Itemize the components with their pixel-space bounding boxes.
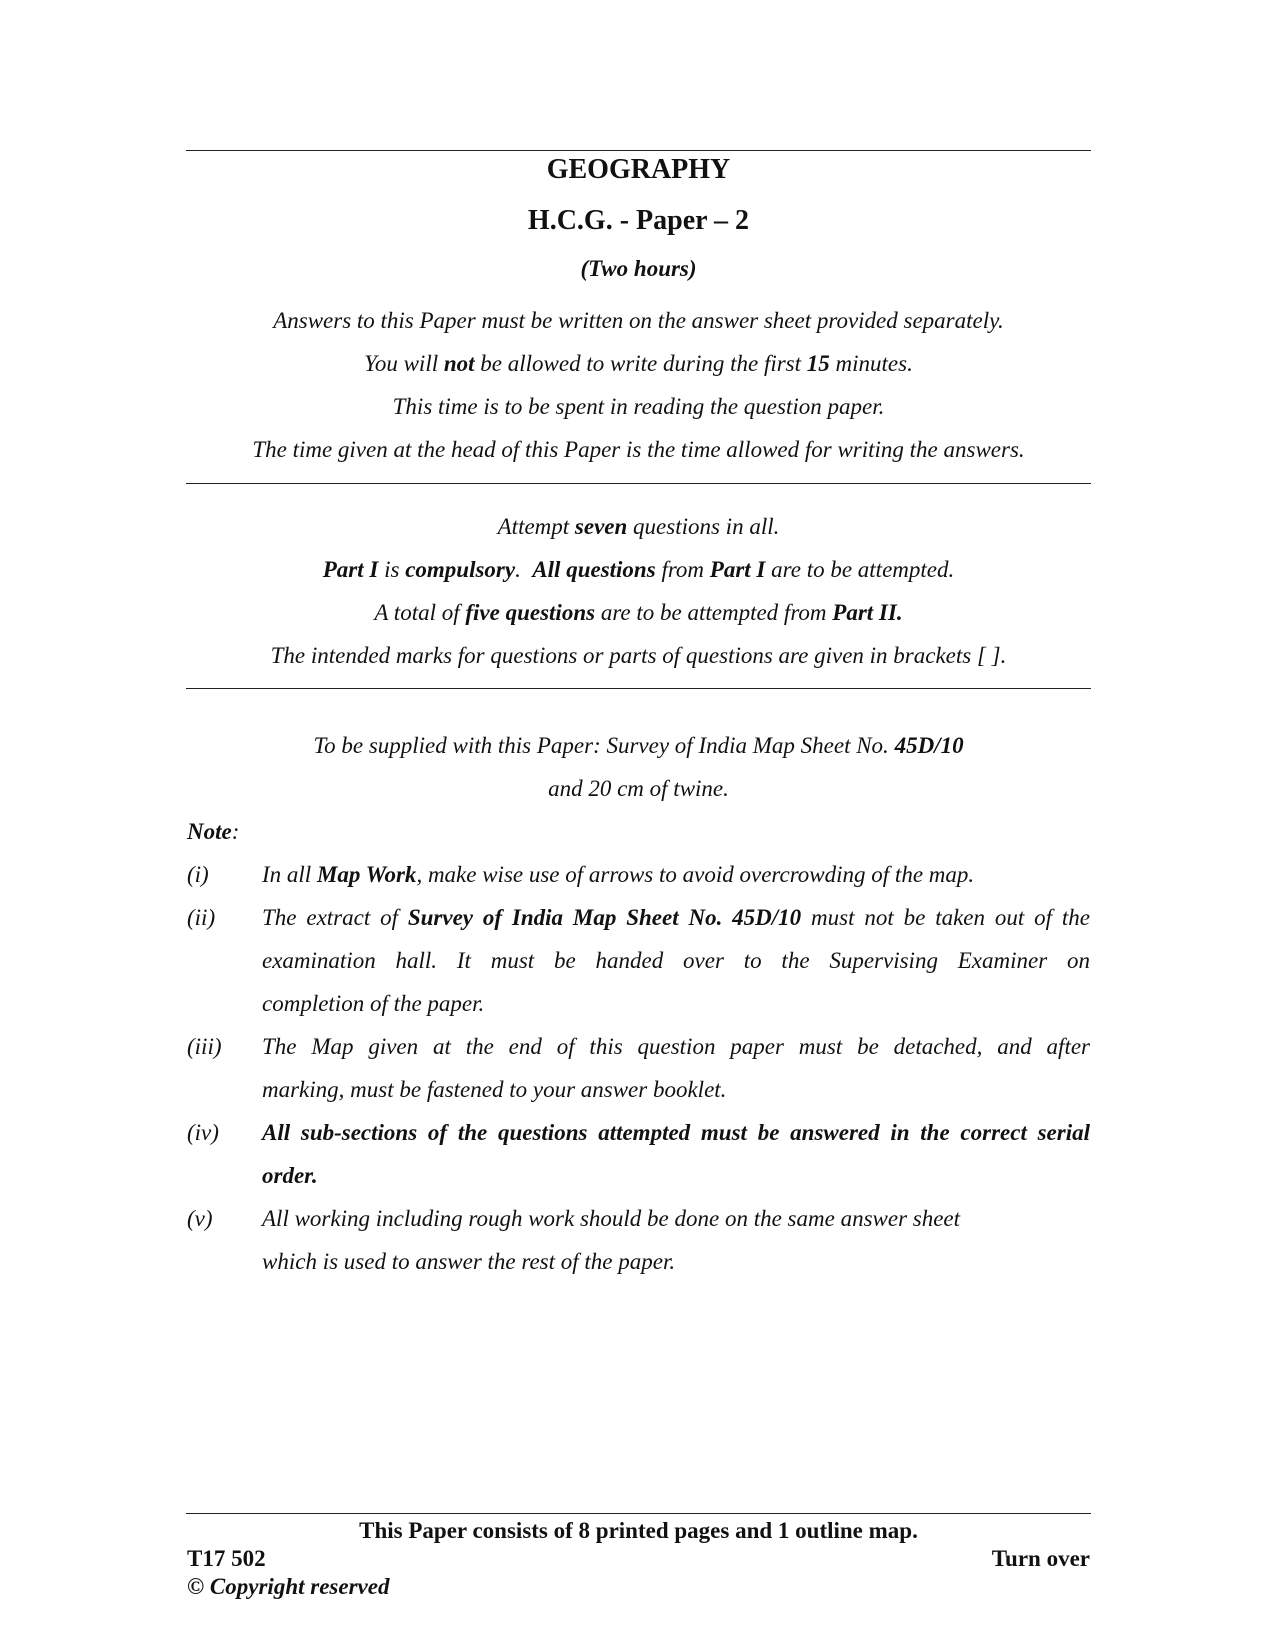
note-item-number: (iii) [187,1034,222,1059]
paper-title: H.C.G. - Paper – 2 [527,205,750,236]
note-item-text: In all Map Work, make wise use of arrows to avoid overcrowding of the map. [262,862,975,887]
turn-over-label: Turn over [991,1546,1090,1571]
paper-code: T17 502 [187,1546,266,1571]
section-rule-1 [186,483,1091,484]
attempt-line-1: Attempt seven questions in all. [497,514,780,539]
note-item-text: order. [262,1163,318,1188]
footer-rule [186,1513,1091,1514]
note-item-text: All sub-sections of the questions attempted must be answered in the correct serial [262,1120,1090,1145]
instruction-line-3: This time is to be spent in reading the question paper. [392,394,885,419]
section-rule-2 [186,688,1091,689]
attempt-line-2: Part I is compulsory. All questions from Part I are to be attempted. [322,557,955,582]
note-item-number: (ii) [187,905,216,930]
note-item-number: (v) [187,1206,213,1231]
attempt-line-3: A total of five questions are to be attempted from Part II. [374,600,903,625]
subject-title: GEOGRAPHY [546,154,731,185]
note-item-text: completion of the paper. [262,991,485,1016]
attempt-line-4: The intended marks for questions or parts of questions are given in brackets [ ]. [270,643,1007,668]
page-count-note: This Paper consists of 8 printed pages and 1 outline map. [359,1518,918,1543]
instruction-line-1: Answers to this Paper must be written on the answer sheet provided separately. [273,308,1004,333]
note-item-text: All working including rough work should be done on the same answer sheet [262,1206,961,1231]
supply-line-1: To be supplied with this Paper: Survey of India Map Sheet No. 45D/10 [313,733,964,758]
note-label: Note: [187,819,240,844]
note-item-number: (i) [187,862,209,887]
top-rule [186,150,1091,151]
note-item-text: The Map given at the end of this question paper must be detached, and after [262,1034,1090,1059]
copyright-notice: © Copyright reserved [187,1574,390,1599]
note-item-text: which is used to answer the rest of the paper. [262,1249,676,1274]
supply-line-2: and 20 cm of twine. [548,776,729,801]
note-item-text: The extract of Survey of India Map Sheet No. 45D/10 must not be taken out of the [262,905,1090,930]
instruction-line-4: The time given at the head of this Paper is the time allowed for writing the answers. [252,437,1025,462]
instruction-line-2: You will not be allowed to write during the first 15 minutes. [364,351,913,376]
note-item-number: (iv) [187,1120,219,1145]
note-item-text: marking, must be fastened to your answer booklet. [262,1077,727,1102]
duration: (Two hours) [580,256,697,281]
note-item-text: examination hall. It must be handed over to the Supervising Examiner on [262,948,1090,973]
